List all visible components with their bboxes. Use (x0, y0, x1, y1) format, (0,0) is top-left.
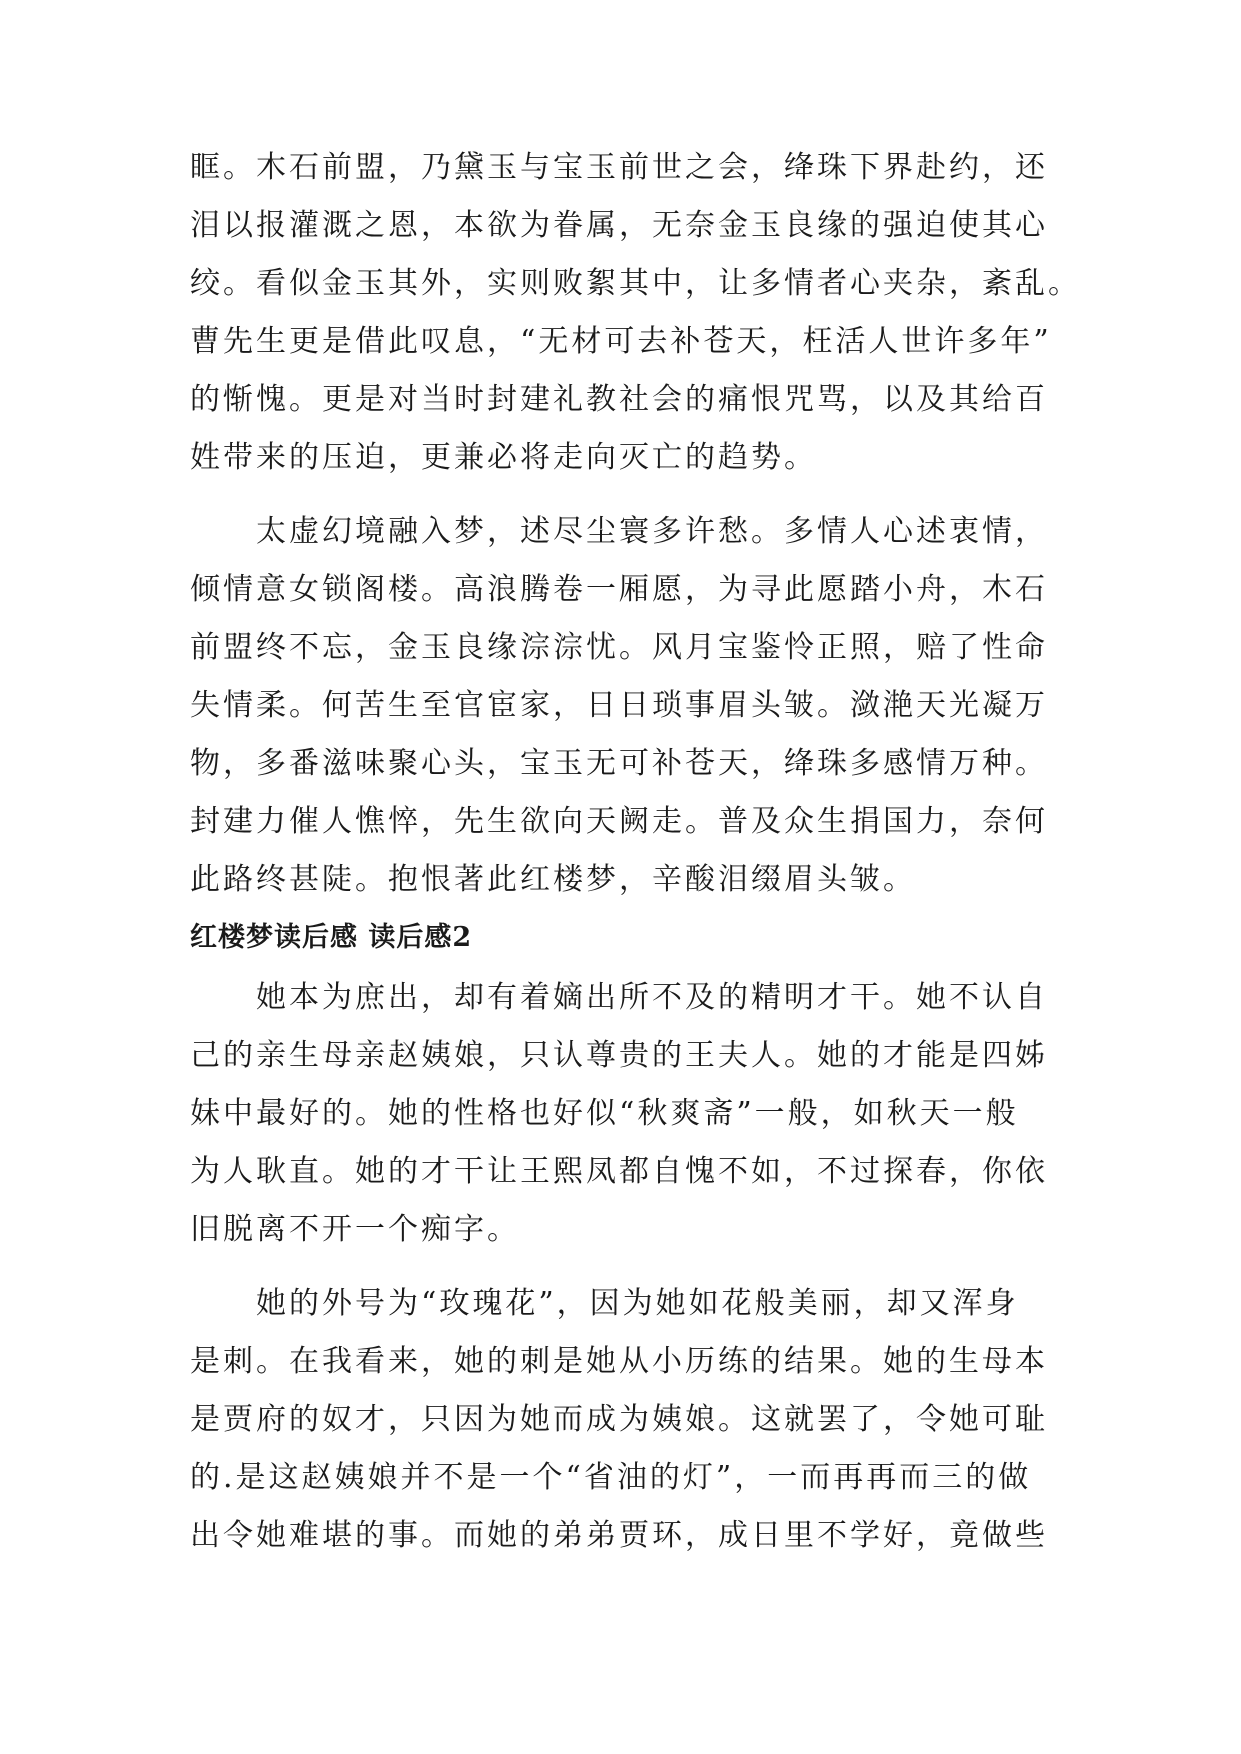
text-line: 为人耿直。她的才干让王熙凤都自愧不如，不过探春，你依 (190, 1154, 1048, 1189)
text-line: 前盟终不忘，金玉良缘淙淙忧。风月宝鉴怜正照，赔了性命 (190, 630, 1048, 665)
text-line: 她的外号为“玫瑰花”，因为她如花般美丽，却又浑身 (256, 1286, 1019, 1321)
text-line: 封建力催人憔悴，先生欲向天阙走。普及众生捐国力，奈何 (190, 804, 1048, 839)
text-line: 旧脱离不开一个痴字。 (190, 1212, 520, 1247)
text-line: 的惭愧。更是对当时封建礼教社会的痛恨咒骂，以及其给百 (190, 382, 1048, 417)
text-line: 是贾府的奴才，只因为她而成为姨娘。这就罢了，令她可耻 (190, 1402, 1048, 1437)
text-line: 失情柔。何苦生至官宦家，日日琐事眉头皱。潋滟天光凝万 (190, 688, 1048, 723)
text-line: 眶。木石前盟，乃黛玉与宝玉前世之会，绛珠下界赴约，还 (190, 150, 1048, 185)
text-line: 妹中最好的。她的性格也好似“秋爽斋”一般，如秋天一般 (190, 1096, 1019, 1131)
text-line: 出令她难堪的事。而她的弟弟贾环，成日里不学好，竟做些 (190, 1518, 1048, 1553)
text-line: 物，多番滋味聚心头，宝玉无可补苍天，绛珠多感情万种。 (190, 746, 1048, 781)
text-line: 她本为庶出，却有着嫡出所不及的精明才干。她不认自 (256, 980, 1048, 1015)
text-line: 此路终甚陡。抱恨著此红楼梦，辛酸泪缀眉头皱。 (190, 862, 916, 897)
text-line: 姓带来的压迫，更兼必将走向灭亡的趋势。 (190, 440, 817, 475)
text-line: 是刺。在我看来，她的刺是她从小历练的结果。她的生母本 (190, 1344, 1048, 1379)
text-line: 曹先生更是借此叹息，“无材可去补苍天，枉活人世许多年” (190, 324, 1052, 359)
section-heading: 红楼梦读后感 读后感2 (190, 922, 473, 953)
text-line: 的.是这赵姨娘并不是一个“省油的灯”，一而再再而三的做 (190, 1460, 1032, 1495)
text-line: 己的亲生母亲赵姨娘，只认尊贵的王夫人。她的才能是四姊 (190, 1038, 1048, 1073)
text-line: 泪以报灌溉之恩，本欲为眷属，无奈金玉良缘的强迫使其心 (190, 208, 1048, 243)
text-line: 太虚幻境融入梦，述尽尘寰多许愁。多情人心述衷情， (256, 514, 1048, 549)
text-line: 倾情意女锁阁楼。高浪腾卷一厢愿，为寻此愿踏小舟，木石 (190, 572, 1048, 607)
text-line: 绞。看似金玉其外，实则败絮其中，让多情者心夹杂，紊乱。 (190, 266, 1081, 301)
